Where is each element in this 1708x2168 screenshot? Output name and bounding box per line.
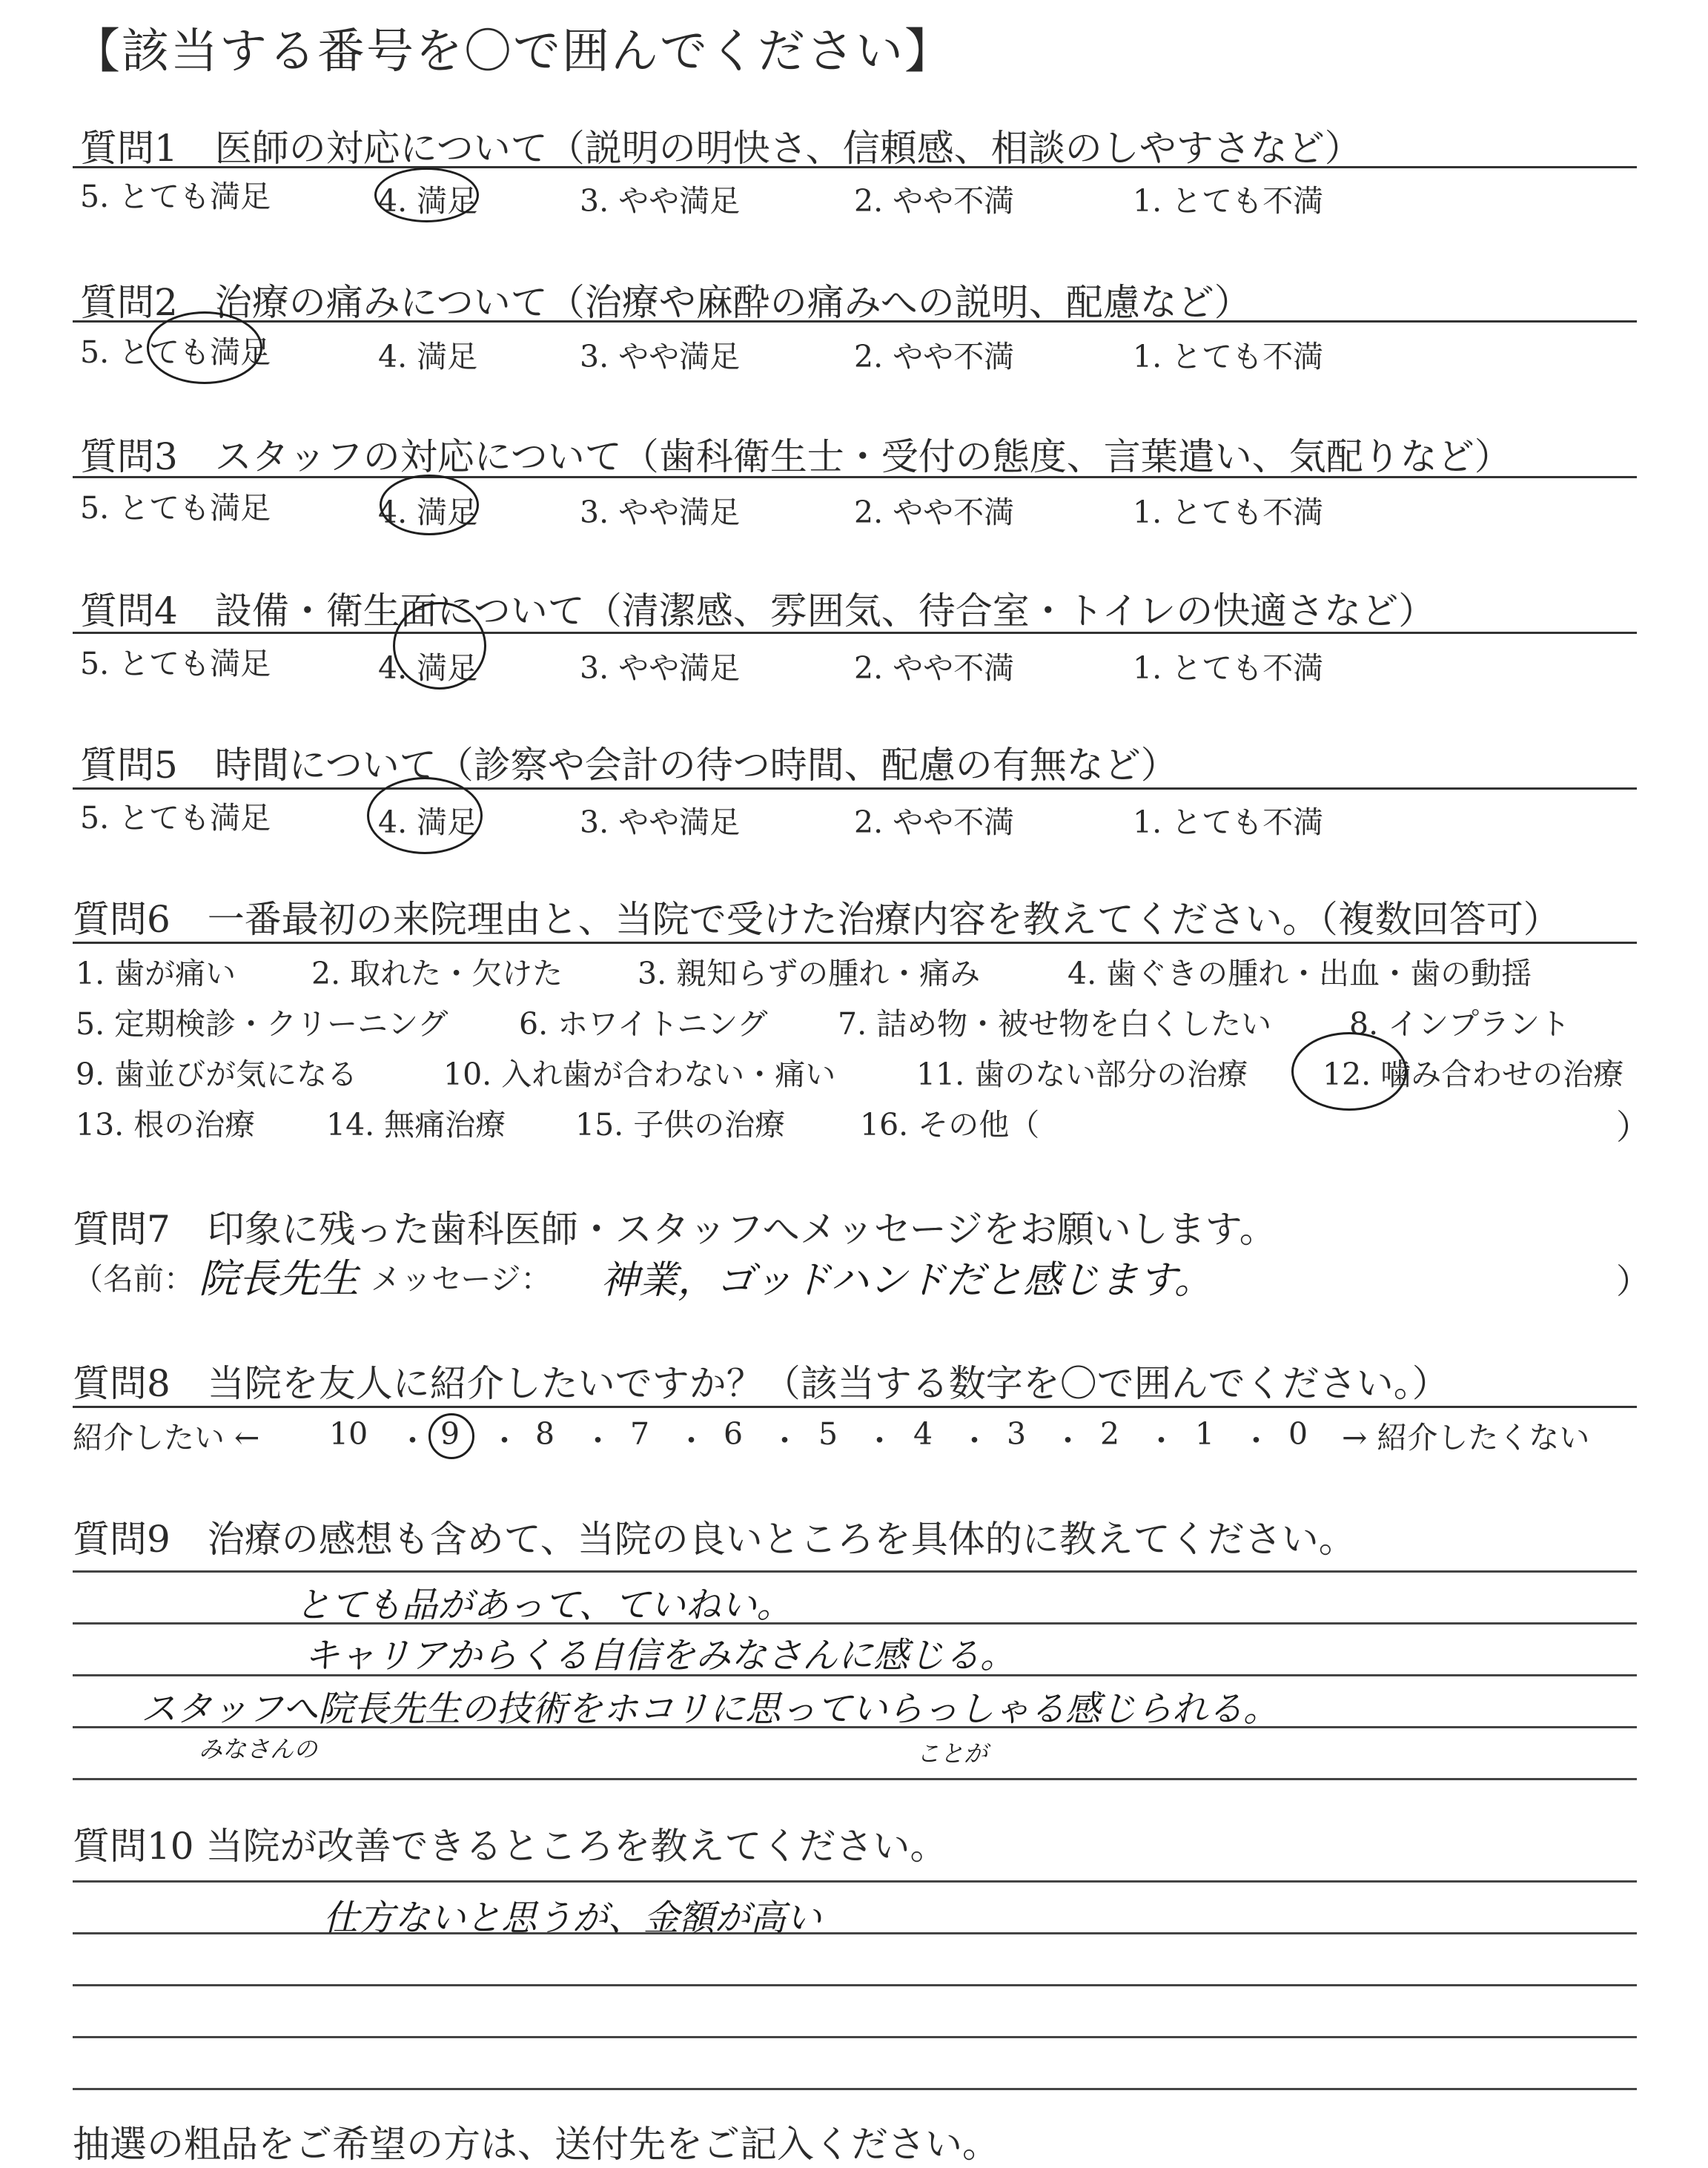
q1-option-4[interactable]: 4. 満足 [378, 183, 478, 219]
question-2-rule [73, 320, 1637, 323]
question-10-title: 質問10 当院が改善できるところを教えてください。 [73, 1825, 947, 1868]
q5-selection-circle [367, 777, 483, 854]
q8-right-label: → 紹介したくない [1342, 1420, 1590, 1455]
q6-option-3[interactable]: 3. 親知らずの腫れ・痛み [638, 956, 981, 991]
q3-option-5[interactable]: 5. とても満足 [80, 490, 271, 526]
q10-answer-line [73, 2088, 1637, 2090]
q8-separator: ・ [676, 1423, 706, 1458]
q8-scale-8[interactable]: 8 [535, 1416, 555, 1452]
question-3-rule [73, 476, 1637, 478]
q2-option-2[interactable]: 2. やや不満 [854, 339, 1015, 374]
q8-separator: ・ [1241, 1423, 1271, 1458]
q2-option-5[interactable]: 5. とても満足 [80, 334, 271, 370]
q8-scale-6[interactable]: 6 [724, 1416, 744, 1452]
q3-option-1[interactable]: 1. とても不満 [1133, 495, 1324, 530]
q10-answer-line-1[interactable]: 仕方ないと思うが、金額が高い [323, 1897, 822, 1939]
q8-separator: ・ [489, 1423, 520, 1458]
q2-option-1[interactable]: 1. とても不満 [1133, 339, 1324, 374]
q1-option-5[interactable]: 5. とても満足 [80, 179, 271, 214]
q6-option-13[interactable]: 13. 根の治療 [76, 1107, 256, 1143]
q6-option-15[interactable]: 15. 子供の治療 [575, 1107, 786, 1143]
q8-separator: ・ [1053, 1423, 1083, 1458]
q3-option-4[interactable]: 4. 満足 [378, 495, 478, 530]
q8-scale-4[interactable]: 4 [913, 1416, 933, 1452]
q6-option-9[interactable]: 9. 歯並びが気になる [76, 1057, 358, 1092]
q6-option-8[interactable]: 8. インプラント [1349, 1006, 1571, 1042]
question-1-rule [73, 166, 1637, 168]
q8-left-label: 紹介したい ← [73, 1420, 260, 1455]
prize-shipping-note: 抽選の粗品をご希望の方は、送付先をご記入ください。 [73, 2123, 999, 2166]
q6-option-2[interactable]: 2. 取れた・欠けた [311, 956, 563, 991]
question-5-title: 質問5 時間について（診察や会計の待つ時間、配慮の有無など） [80, 744, 1178, 787]
q6-other-close-paren: ） [1616, 1107, 1650, 1147]
q8-scale-9[interactable]: 9 [440, 1416, 460, 1452]
q3-option-3[interactable]: 3. やや満足 [580, 495, 741, 530]
q9-answer-line-1[interactable]: とても品があって、ていねい。 [295, 1584, 792, 1626]
question-9-title: 質問9 治療の感想も含めて、当院の良いところを具体的に教えてください。 [73, 1518, 1356, 1561]
q3-option-2[interactable]: 2. やや不満 [854, 495, 1015, 530]
q1-option-1[interactable]: 1. とても不満 [1133, 183, 1324, 219]
q8-scale-2[interactable]: 2 [1100, 1416, 1120, 1452]
q8-separator: ・ [864, 1423, 895, 1458]
q3-selection-circle [380, 475, 479, 535]
q6-option-12[interactable]: 12. 噛み合わせの治療 [1323, 1057, 1624, 1092]
question-2-title: 質問2 治療の痛みについて（治療や麻酔の痛みへの説明、配慮など） [80, 281, 1251, 324]
q5-option-3[interactable]: 3. やや満足 [580, 804, 741, 840]
q8-separator: ・ [583, 1423, 613, 1458]
q6-option-1[interactable]: 1. 歯が痛い [76, 956, 236, 991]
q7-close-paren: ） [1616, 1261, 1650, 1301]
q9-answer-line-2[interactable]: キャリアからくる自信をみなさんに感じる。 [304, 1635, 1016, 1676]
q8-separator: ・ [1146, 1423, 1176, 1458]
question-8-rule [73, 1406, 1637, 1408]
form-header: 【該当する番号を〇で囲んでください】 [73, 24, 953, 79]
question-4-title: 質問4 設備・衛生面について（清潔感、雰囲気、待合室・トイレの快適さなど） [80, 589, 1436, 632]
q6-option-5[interactable]: 5. 定期検診・クリーニング [76, 1006, 448, 1042]
q4-selection-circle [393, 602, 486, 690]
q4-option-1[interactable]: 1. とても不満 [1133, 650, 1324, 686]
q5-option-4[interactable]: 4. 満足 [378, 804, 478, 840]
question-6-rule [73, 942, 1637, 944]
q7-name-label: （名前： [73, 1261, 194, 1297]
q1-option-2[interactable]: 2. やや不満 [854, 183, 1015, 219]
q4-option-5[interactable]: 5. とても満足 [80, 646, 271, 681]
q7-name-handwritten[interactable]: 院長先生 [199, 1255, 359, 1302]
q9-answer-line [73, 1778, 1637, 1780]
q8-scale-7[interactable]: 7 [630, 1416, 650, 1452]
q2-option-3[interactable]: 3. やや満足 [580, 339, 741, 374]
q4-option-2[interactable]: 2. やや不満 [854, 650, 1015, 686]
q9-answer-line-3[interactable]: スタッフへ院長先生の技術をホコリに思っていらっしゃる感じられる。 [141, 1688, 1280, 1730]
question-6-title: 質問6 一番最初の来院理由と、当院で受けた治療内容を教えてください。（複数回答可） [73, 898, 1560, 941]
q8-separator: ・ [769, 1423, 800, 1458]
question-8-title: 質問8 当院を友人に紹介したいですか？（該当する数字を〇で囲んでください。） [73, 1362, 1449, 1405]
q8-scale-3[interactable]: 3 [1007, 1416, 1027, 1452]
q8-scale-1[interactable]: 1 [1195, 1416, 1215, 1452]
q8-selection-circle [428, 1413, 474, 1459]
q6-option-11[interactable]: 11. 歯のない部分の治療 [916, 1057, 1248, 1092]
q10-answer-line [73, 1880, 1637, 1883]
question-5-rule [73, 787, 1637, 790]
question-3-title: 質問3 スタッフの対応について（歯科衛生士・受付の態度、言葉遣い、気配りなど） [80, 435, 1512, 478]
q8-scale-5[interactable]: 5 [818, 1416, 838, 1452]
question-4-rule [73, 632, 1637, 634]
q2-option-4[interactable]: 4. 満足 [378, 339, 478, 374]
q8-scale-10[interactable]: 10 [329, 1416, 368, 1452]
q2-selection-circle [147, 311, 262, 384]
q5-option-5[interactable]: 5. とても満足 [80, 800, 271, 836]
q10-answer-line [73, 1932, 1637, 1934]
q8-scale-0[interactable]: 0 [1288, 1416, 1308, 1452]
q7-message-handwritten[interactable]: 神業，ゴッドハンドだと感じます。 [600, 1258, 1213, 1303]
q5-option-2[interactable]: 2. やや不満 [854, 804, 1015, 840]
q6-option-6[interactable]: 6. ホワイトニング [519, 1006, 768, 1042]
q6-option-16[interactable]: 16. その他（ [860, 1107, 1040, 1143]
q5-option-1[interactable]: 1. とても不満 [1133, 804, 1324, 840]
q9-answer-line [73, 1570, 1637, 1573]
q10-answer-line [73, 2036, 1637, 2038]
q1-selection-circle [374, 168, 479, 222]
q6-option-10[interactable]: 10. 入れ歯が合わない・痛い [443, 1057, 836, 1092]
q10-answer-line [73, 1984, 1637, 1986]
q6-selection-circle [1291, 1032, 1407, 1111]
q8-separator: ・ [397, 1423, 428, 1458]
q9-note-kotoga: ことが [916, 1739, 988, 1768]
q6-option-7[interactable]: 7. 詰め物・被せ物を白くしたい [838, 1006, 1272, 1042]
q9-note-minasan: みなさんの [199, 1735, 318, 1763]
q6-option-4[interactable]: 4. 歯ぐきの腫れ・出血・歯の動揺 [1068, 956, 1532, 991]
q4-option-4[interactable]: 4. 満足 [378, 650, 478, 686]
q6-option-14[interactable]: 14. 無痛治療 [326, 1107, 506, 1143]
q7-message-label: メッセージ： [371, 1261, 552, 1297]
q8-separator: ・ [959, 1423, 990, 1458]
question-7-title: 質問7 印象に残った歯科医師・スタッフへメッセージをお願いします。 [73, 1208, 1277, 1251]
q4-option-3[interactable]: 3. やや満足 [580, 650, 741, 686]
question-1-title: 質問1 医師の対応について（説明の明快さ、信頼感、相談のしやすさなど） [80, 127, 1362, 170]
q1-option-3[interactable]: 3. やや満足 [580, 183, 741, 219]
